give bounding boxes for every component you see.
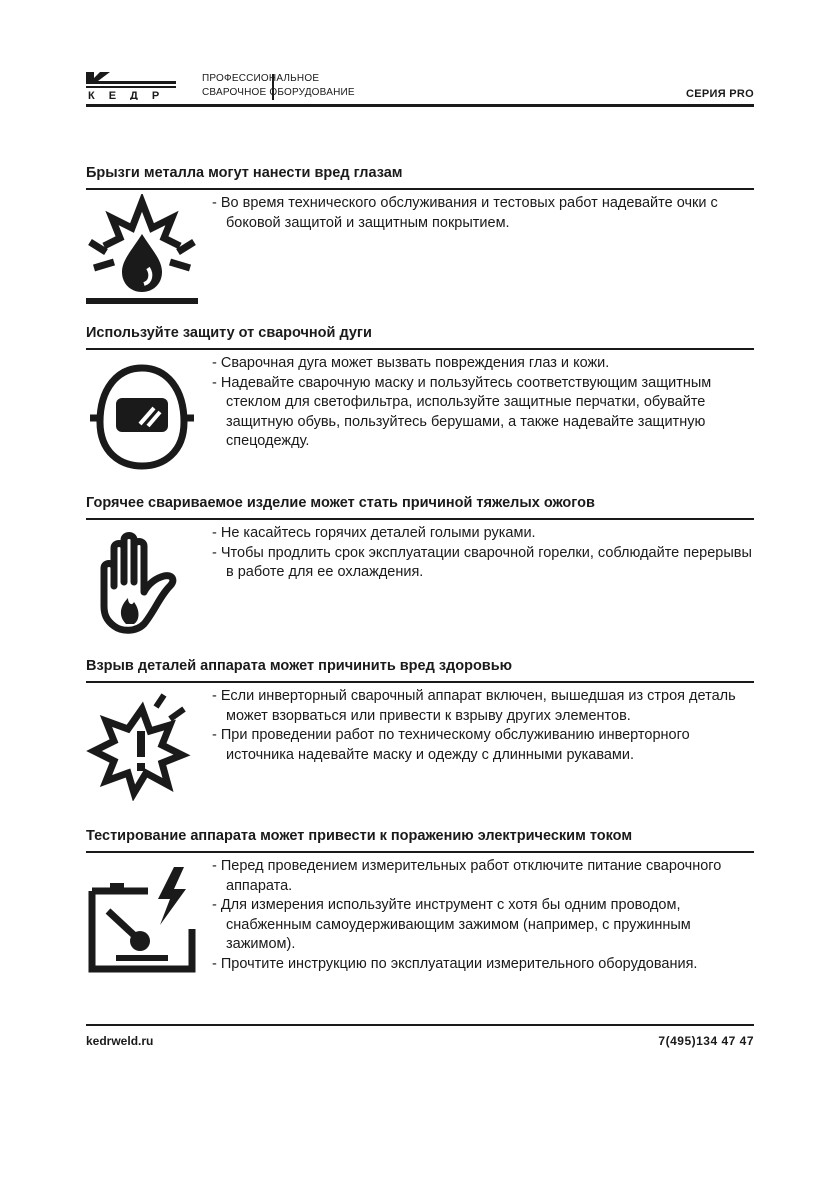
section-items — [212, 857, 757, 974]
company-tagline — [202, 72, 355, 100]
list-item: - При проведении работ по техническому обслуживанию инверторного источника надевайте маску и одежду с длинными рукавами. — [212, 726, 757, 765]
section-rule — [86, 188, 754, 190]
section-items — [212, 354, 757, 452]
section-title: Тестирование аппарата может привести к поражению электрическим током — [86, 828, 633, 844]
page-footer — [86, 1024, 754, 1048]
section-title: Используйте защиту от сварочной дуги — [86, 325, 372, 341]
section-title: Взрыв деталей аппарата может причинить вред здоровью — [86, 658, 513, 674]
section-rule — [86, 518, 754, 520]
list-item: - Перед проведением измерительных работ отключите питание сварочного аппарата. — [212, 857, 757, 896]
series-label: СЕРИЯ PRO — [685, 88, 754, 100]
section-rule — [86, 348, 754, 350]
section-items — [212, 687, 757, 765]
safety-section-hot-workpiece — [86, 494, 754, 580]
section-rule — [86, 851, 754, 853]
list-item: - Во время технического обслуживания и тестовых работ надевайте очки с боковой защитой и защитным покрытием. — [212, 194, 757, 233]
list-item: - Если инверторный сварочный аппарат включен, вышедшая из строя деталь может взорваться или привести к взрыву других элементов. — [212, 687, 757, 726]
tagline-line-1: ПРОФЕССИОНАЛЬНОЕ — [202, 73, 320, 84]
safety-section-electric-shock — [86, 827, 754, 972]
page-header — [86, 72, 754, 107]
list-item: - Прочтите инструкцию по эксплуатации измерительного оборудования. — [212, 955, 757, 975]
section-title: Горячее свариваемое изделие может стать причиной тяжелых ожогов — [86, 495, 595, 511]
kedr-logo — [86, 72, 176, 100]
spark-drop-icon — [86, 194, 198, 306]
safety-section-eye-splash — [86, 164, 754, 231]
tagline-line-2: СВАРОЧНОЕ ОБОРУДОВАНИЕ — [202, 87, 355, 98]
list-item: - Не касайтесь горячих деталей голыми руками. — [212, 524, 757, 544]
explosion-warning-icon — [86, 689, 198, 801]
hand-flame-icon — [86, 526, 198, 638]
logo-text: КЕДР — [88, 90, 174, 100]
section-items — [212, 194, 757, 233]
list-item: - Для измерения используйте инструмент с хотя бы одним проводом, снабженным самоудерживающим зажимом (например, с пружинным зажимом). — [212, 896, 757, 955]
safety-section-arc-protection — [86, 324, 754, 449]
website-link[interactable]: kedrweld.ru — [86, 1034, 154, 1048]
section-items — [212, 524, 757, 583]
list-item: - Надевайте сварочную маску и пользуйтесь соответствующим защитным стеклом для светофильтра, используйте защитные перчатки, обувайте защитную обувь, пользуйтесь берушами, а также надевайте защитную спецодежду. — [212, 374, 757, 452]
welding-mask-icon — [86, 358, 198, 470]
section-title: Брызги металла могут нанести вред глазам — [86, 165, 403, 181]
list-item: - Сварочная дуга может вызвать повреждения глаз и кожи. — [212, 354, 757, 374]
section-rule — [86, 681, 754, 683]
electric-meter-icon — [86, 863, 198, 975]
phone-number: 7(495)134 47 47 — [658, 1034, 754, 1048]
list-item: - Чтобы продлить срок эксплуатации сварочной горелки, соблюдайте перерывы в работе для ее охлаждения. — [212, 544, 757, 583]
safety-section-explosion — [86, 657, 754, 763]
